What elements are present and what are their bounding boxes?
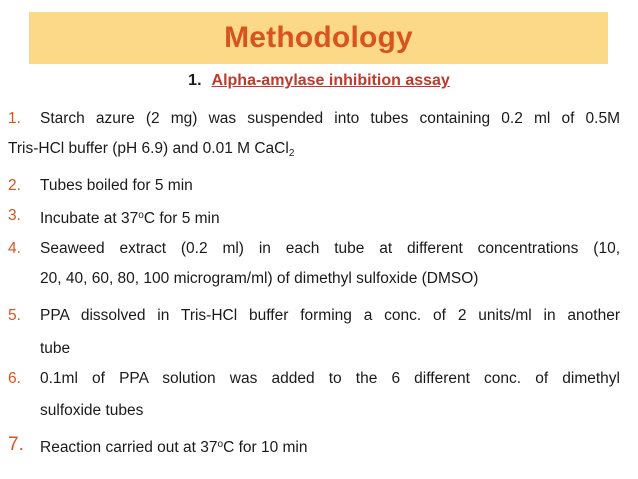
superscript: o bbox=[138, 210, 144, 221]
item-text-line: 0.1ml of PPA solution was added to the 6 different conc. of dimethyl bbox=[40, 370, 620, 387]
item-text-line: sulfoxide tubes bbox=[40, 402, 144, 419]
item-text-line: tube bbox=[40, 340, 71, 357]
item-text-line: Seaweed extract (0.2 ml) in each tube at different concentrations (10, bbox=[40, 240, 620, 257]
item-number: 1. bbox=[8, 110, 21, 127]
title-banner bbox=[29, 12, 608, 64]
item-text-line: Starch azure (2 mg) was suspended into tubes containing 0.2 ml of 0.5M bbox=[40, 110, 620, 127]
item-text-line: 20, 40, 60, 80, 100 microgram/ml) of dimethyl sulfoxide (DMSO) bbox=[40, 270, 479, 287]
item-text-line: Tubes boiled for 5 min bbox=[40, 177, 193, 194]
list-item-3 bbox=[8, 201, 620, 234]
item-text-line: Reaction carried out at 37$^o$C for 10 min bbox=[40, 439, 308, 456]
item-text-line: Incubate at 37$^o$C for 5 min bbox=[40, 210, 220, 227]
item-text-line: PPA dissolved in Tris-HCl buffer forming a conc. of 2 units/ml in another bbox=[40, 307, 620, 324]
subtitle-number: 1. bbox=[188, 72, 202, 89]
subscript: 2 bbox=[288, 148, 295, 159]
slide-title: Methodology bbox=[224, 21, 413, 54]
item-number: 4. bbox=[8, 240, 21, 257]
list-item-5 bbox=[8, 301, 620, 364]
subtitle-text: Alpha-amylase inhibition assay bbox=[211, 72, 450, 89]
list-item-7 bbox=[8, 430, 620, 463]
item-text-line: Tris-HCl buffer (pH 6.9) and 0.01 M CaCl$_2$ bbox=[8, 140, 295, 159]
item-number: 5. bbox=[8, 307, 21, 324]
list-item-4 bbox=[8, 234, 620, 294]
item-number: 2. bbox=[8, 177, 21, 194]
list-item-2 bbox=[8, 171, 620, 201]
item-number: 6. bbox=[8, 370, 21, 387]
list-item-6 bbox=[8, 364, 620, 426]
item-number: 3. bbox=[8, 207, 21, 224]
section-subtitle bbox=[0, 72, 638, 90]
list-item-1 bbox=[8, 104, 620, 169]
item-number: 7. bbox=[8, 434, 24, 455]
superscript: o bbox=[217, 439, 224, 450]
